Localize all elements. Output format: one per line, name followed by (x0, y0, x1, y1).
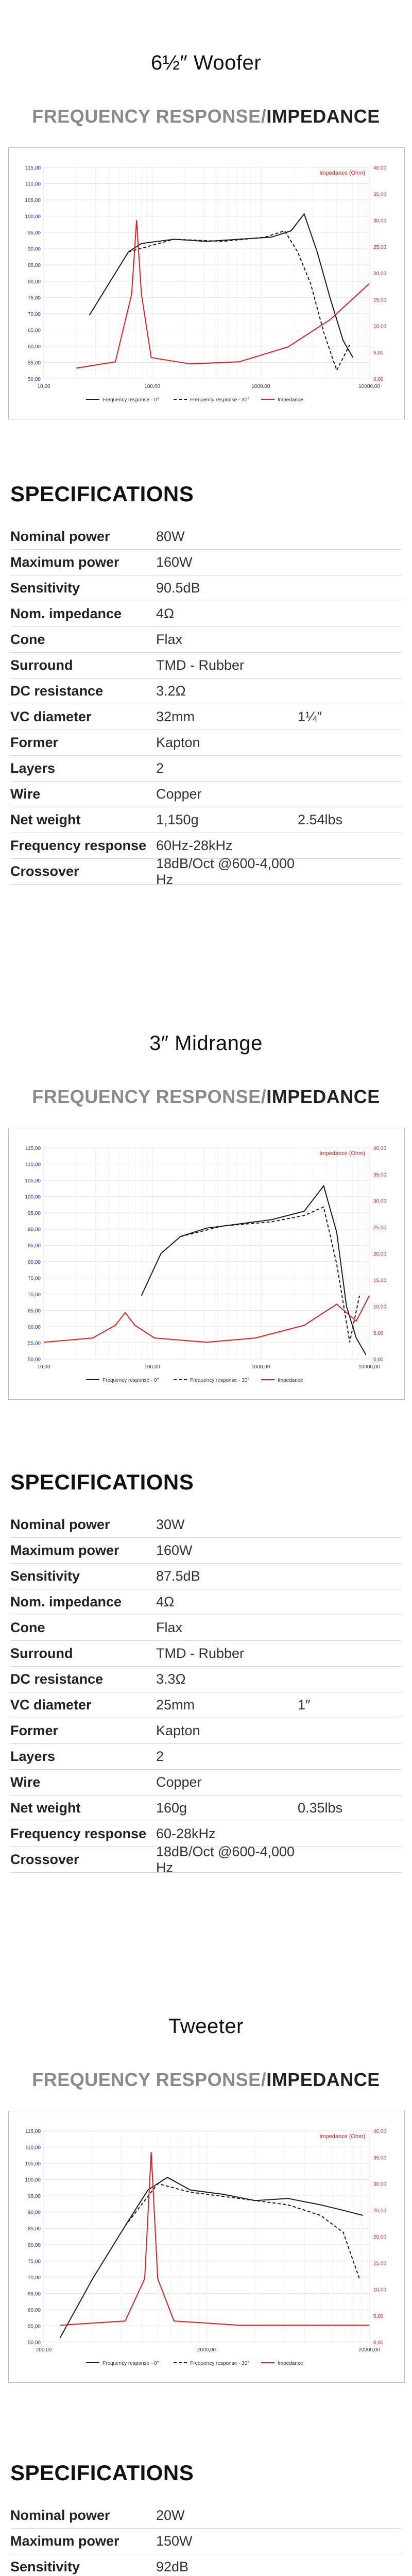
spec-value: Copper (156, 1774, 202, 1790)
y-tick-label: 100,00 (25, 1194, 41, 1200)
y-tick-label: 55,00 (27, 1341, 41, 1347)
spec-key: Maximum power (10, 1543, 119, 1558)
y-tick-label: 65,00 (27, 328, 41, 334)
plot-area (44, 167, 369, 379)
y2-tick-label: 10,00 (373, 324, 387, 330)
tweeter-chart (8, 2111, 405, 2383)
spec-row (10, 1795, 402, 1821)
spec-row (10, 575, 402, 601)
spec-value: Kapton (156, 735, 200, 750)
y2-tick-label: 30,00 (373, 2181, 387, 2188)
y-tick-label: 50,00 (27, 377, 41, 382)
spec-value: 90.5dB (156, 580, 200, 596)
spec-value: 3.3Ω (156, 1671, 186, 1687)
fr-label: FREQUENCY RESPONSE/ (32, 2069, 267, 2090)
spec-key: VC diameter (10, 1697, 92, 1713)
spec-value: 150W (156, 2533, 193, 2549)
spec-row (10, 1667, 402, 1692)
spec-value: 60-28kHz (156, 1826, 216, 1841)
y-tick-label: 75,00 (27, 295, 41, 301)
spec-row (10, 1821, 402, 1847)
x-tick-label: 10,00 (37, 384, 50, 389)
y-tick-label: 115,00 (25, 1146, 41, 1151)
midrange-spec-title: SPECIFICATIONS (10, 1470, 194, 1494)
spec-value-secondary: 1¼″ (298, 709, 322, 724)
spec-key: Wire (10, 1774, 41, 1790)
spec-value: 4Ω (156, 606, 175, 621)
spec-value: 60Hz-28kHz (156, 838, 233, 853)
x-tick-label: 20000,00 (358, 2347, 380, 2353)
y-tick-label: 90,00 (27, 2210, 41, 2216)
woofer-title: 6½″ Woofer (150, 52, 262, 74)
spec-key: Net weight (10, 1800, 81, 1816)
y-tick-label: 90,00 (27, 246, 41, 252)
woofer-chart (8, 147, 405, 419)
spec-key: Layers (10, 1749, 56, 1764)
y2-tick-label: 10,00 (373, 1304, 387, 1310)
y-tick-label: 85,00 (27, 1243, 41, 1249)
impedance-axis-label: Impedance (Ohm) (319, 170, 365, 176)
y2-tick-label: 20,00 (373, 2234, 387, 2240)
spec-row (10, 1538, 402, 1564)
fr-label: FREQUENCY RESPONSE/ (32, 106, 267, 127)
legend-label: Frequency response - 0° (102, 397, 159, 403)
spec-key: Surround (10, 1646, 73, 1661)
y-tick-label: 55,00 (27, 360, 41, 366)
x-tick-label: 1000,00 (251, 1364, 270, 1370)
y-tick-label: 90,00 (27, 1227, 41, 1233)
y-tick-label: 105,00 (25, 2161, 41, 2167)
spec-value: 18dB/Oct @600-4,000 Hz (156, 1843, 295, 1875)
y2-tick-label: 5,00 (373, 350, 384, 356)
midrange-title: 3″ Midrange (149, 1032, 263, 1055)
y-tick-label: 70,00 (27, 1292, 41, 1298)
spec-row (10, 2503, 402, 2529)
spec-key: Sensitivity (10, 1568, 80, 1584)
y2-tick-label: 40,00 (373, 165, 387, 171)
y-tick-label: 60,00 (27, 2307, 41, 2313)
spec-row (10, 1770, 402, 1795)
tweeter-title: Tweeter (168, 2015, 244, 2038)
spec-row (10, 2529, 402, 2554)
y2-tick-label: 35,00 (373, 192, 387, 198)
woofer-spec-table (10, 524, 402, 885)
midrange-fr-header (0, 1086, 412, 1108)
y-tick-label: 65,00 (27, 1308, 41, 1314)
spec-key: Maximum power (10, 554, 119, 570)
spec-key: Wire (10, 786, 41, 802)
x-tick-label: 200,00 (36, 2347, 52, 2353)
spec-row (10, 1843, 402, 1875)
y-tick-label: 85,00 (27, 263, 41, 269)
impedance-axis-label: Impedance (Ohm) (319, 1150, 365, 1157)
spec-key: VC diameter (10, 709, 92, 724)
y2-tick-label: 15,00 (373, 297, 387, 303)
midrange-spec-table (10, 1512, 402, 1873)
x-tick-label: 1000,00 (251, 384, 270, 389)
spec-value: Flax (156, 632, 183, 647)
x-tick-label: 10000,00 (358, 1364, 380, 1370)
spec-value: 2 (156, 1749, 164, 1764)
impedance-label: IMPEDANCE (266, 1086, 380, 1107)
spec-row (10, 1564, 402, 1589)
tweeter-spec-table (10, 2503, 402, 2576)
impedance-label: IMPEDANCE (266, 2069, 380, 2090)
spec-key: Former (10, 735, 59, 750)
spec-key: Nominal power (10, 529, 110, 544)
spec-row (10, 1615, 402, 1641)
spec-value-secondary: 1″ (298, 1697, 311, 1713)
y-tick-label: 110,00 (25, 181, 41, 188)
woofer-spec-title: SPECIFICATIONS (10, 482, 194, 506)
spec-key: Cone (10, 1620, 45, 1635)
spec-value: 30W (156, 1517, 185, 1532)
spec-row (10, 704, 402, 730)
spec-key: Nominal power (10, 1517, 110, 1532)
spec-value: 3.2Ω (156, 683, 186, 699)
spec-row (10, 756, 402, 782)
y-tick-label: 110,00 (25, 2145, 41, 2151)
spec-value: 160g (156, 1800, 187, 1816)
spec-row (10, 730, 402, 756)
midrange-chart-svg (9, 1128, 404, 1399)
woofer-chart-svg (9, 148, 404, 419)
y2-tick-label: 0,00 (373, 2340, 384, 2346)
spec-key: Nom. impedance (10, 1594, 122, 1609)
y2-tick-label: 0,00 (373, 1357, 384, 1363)
y-tick-label: 110,00 (25, 1162, 41, 1168)
spec-key: Sensitivity (10, 2559, 80, 2574)
spec-value: 25mm (156, 1697, 195, 1713)
spec-value: 92dB (156, 2559, 189, 2574)
y-tick-label: 95,00 (27, 1211, 41, 1217)
x-tick-label: 2000,00 (197, 2347, 216, 2353)
spec-key: Nom. impedance (10, 606, 122, 621)
x-tick-label: 10,00 (37, 1364, 50, 1370)
spec-row (10, 1744, 402, 1770)
y2-tick-label: 20,00 (373, 271, 387, 277)
spec-value: 160W (156, 1543, 193, 1558)
y-tick-label: 60,00 (27, 344, 41, 350)
legend-label: Impedance (278, 397, 303, 403)
y2-tick-label: 30,00 (373, 1198, 387, 1205)
y2-tick-label: 40,00 (373, 1146, 387, 1151)
spec-value: 80W (156, 529, 185, 544)
y-tick-label: 115,00 (25, 2129, 41, 2134)
impedance-label: IMPEDANCE (266, 106, 380, 127)
legend-label: Impedance (278, 1378, 303, 1383)
spec-row (10, 653, 402, 679)
spec-value: 87.5dB (156, 1568, 200, 1584)
spec-row (10, 1641, 402, 1667)
y-tick-label: 105,00 (25, 1178, 41, 1184)
y-tick-label: 75,00 (27, 2259, 41, 2265)
y2-tick-label: 5,00 (373, 1330, 384, 1336)
spec-value: 4Ω (156, 1594, 175, 1609)
woofer-fr-header (0, 106, 412, 127)
spec-value: Kapton (156, 1723, 200, 1738)
spec-key: Sensitivity (10, 580, 80, 596)
legend-label: Frequency response - 30° (190, 397, 250, 403)
y-tick-label: 70,00 (27, 2275, 41, 2281)
impedance-axis-label: Impedance (Ohm) (319, 2133, 365, 2140)
spec-value: TMD - Rubber (156, 657, 245, 673)
spec-value: 20W (156, 2507, 185, 2523)
plot-area (44, 1148, 369, 1359)
spec-value-secondary: 2.54lbs (298, 812, 343, 827)
spec-key: Frequency response (10, 838, 147, 853)
spec-value: 160W (156, 554, 193, 570)
spec-key: Frequency response (10, 1826, 147, 1841)
tweeter-fr-header (0, 2069, 412, 2091)
y2-tick-label: 20,00 (373, 1251, 387, 1257)
spec-value: 2 (156, 760, 164, 776)
y2-tick-label: 15,00 (373, 1278, 387, 1284)
legend-label: Frequency response - 30° (190, 1378, 250, 1383)
y-tick-label: 65,00 (27, 2291, 41, 2297)
y-tick-label: 60,00 (27, 1324, 41, 1330)
spec-key: Surround (10, 657, 73, 673)
legend-label: Frequency response - 0° (102, 1378, 159, 1383)
legend-label: Impedance (278, 2361, 303, 2366)
spec-row (10, 679, 402, 704)
spec-key: Maximum power (10, 2533, 119, 2549)
y-tick-label: 95,00 (27, 2194, 41, 2200)
spec-value: 32mm (156, 709, 195, 724)
x-tick-label: 10000,00 (358, 384, 380, 389)
spec-value: Flax (156, 1620, 183, 1635)
tweeter-spec-title: SPECIFICATIONS (10, 2461, 194, 2485)
midrange-chart (8, 1128, 405, 1400)
spec-value: 1,150g (156, 812, 199, 827)
spec-row (10, 807, 402, 833)
y2-tick-label: 5,00 (373, 2313, 384, 2319)
tweeter-chart-svg (9, 2111, 404, 2382)
y2-tick-label: 0,00 (373, 377, 384, 382)
legend-label: Frequency response - 30° (190, 2361, 250, 2366)
y2-tick-label: 25,00 (373, 244, 387, 250)
y2-tick-label: 40,00 (373, 2129, 387, 2134)
spec-value: TMD - Rubber (156, 1646, 245, 1661)
spec-row (10, 1589, 402, 1615)
x-tick-label: 100,00 (144, 384, 160, 389)
spec-row (10, 550, 402, 575)
spec-key: Layers (10, 760, 56, 776)
spec-row (10, 1512, 402, 1538)
spec-row (10, 2554, 402, 2576)
spec-row (10, 833, 402, 859)
y-tick-label: 100,00 (25, 214, 41, 220)
spec-key: Net weight (10, 812, 81, 827)
y2-tick-label: 15,00 (373, 2261, 387, 2267)
spec-row (10, 601, 402, 627)
y2-tick-label: 35,00 (373, 2155, 387, 2161)
y-tick-label: 115,00 (25, 165, 41, 171)
y-tick-label: 100,00 (25, 2177, 41, 2183)
y2-tick-label: 25,00 (373, 2208, 387, 2214)
y2-tick-label: 25,00 (373, 1225, 387, 1231)
spec-row (10, 782, 402, 807)
y2-tick-label: 30,00 (373, 218, 387, 224)
spec-key: Cone (10, 632, 45, 647)
spec-value: 18dB/Oct @600-4,000 Hz (156, 855, 295, 887)
legend-label: Frequency response - 0° (102, 2361, 159, 2366)
y-tick-label: 70,00 (27, 311, 41, 317)
y-tick-label: 85,00 (27, 2226, 41, 2232)
spec-value-secondary: 0.35lbs (298, 1800, 343, 1816)
y-tick-label: 80,00 (27, 279, 41, 285)
spec-key: DC resistance (10, 683, 104, 699)
spec-row (10, 524, 402, 550)
y-tick-label: 95,00 (27, 230, 41, 236)
spec-row (10, 627, 402, 653)
y2-tick-label: 35,00 (373, 1172, 387, 1178)
spec-key: Crossover (10, 863, 79, 879)
y-tick-label: 75,00 (27, 1276, 41, 1282)
y-tick-label: 80,00 (27, 2242, 41, 2248)
y-tick-label: 55,00 (27, 2324, 41, 2330)
fr-label: FREQUENCY RESPONSE/ (32, 1086, 267, 1107)
spec-value: Copper (156, 786, 202, 802)
y-tick-label: 50,00 (27, 2340, 41, 2346)
y-tick-label: 105,00 (25, 198, 41, 204)
y2-tick-label: 10,00 (373, 2287, 387, 2293)
spec-key: Nominal power (10, 2507, 110, 2523)
x-tick-label: 100,00 (144, 1364, 160, 1370)
spec-key: DC resistance (10, 1671, 104, 1687)
y-tick-label: 80,00 (27, 1259, 41, 1265)
spec-key: Former (10, 1723, 59, 1738)
spec-row (10, 1718, 402, 1744)
spec-row (10, 855, 402, 887)
spec-key: Crossover (10, 1852, 79, 1867)
y-tick-label: 50,00 (27, 1357, 41, 1363)
spec-row (10, 1692, 402, 1718)
